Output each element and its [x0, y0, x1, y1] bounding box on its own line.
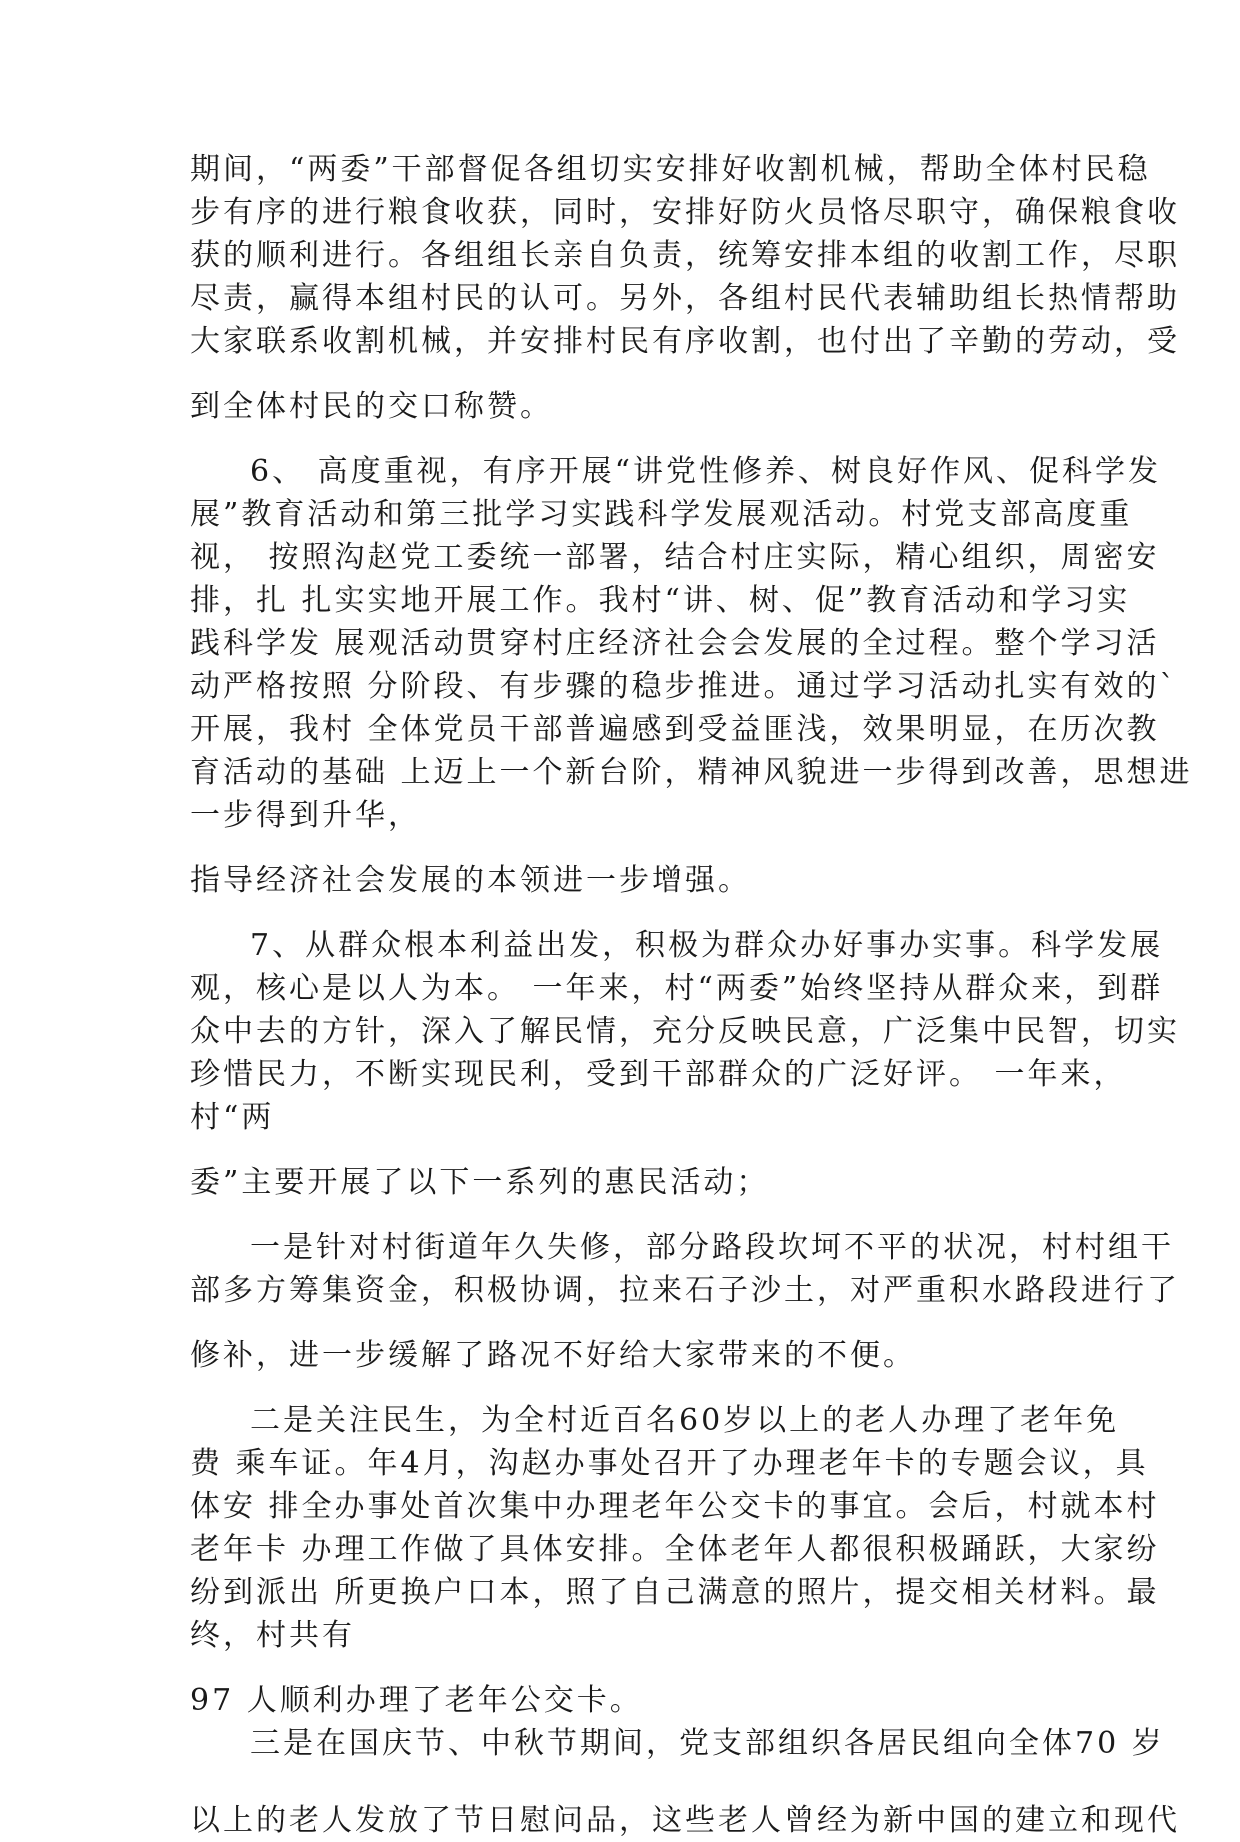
- text-line: 期间，“两委”干部督促各组切实安排好收割机械，帮助全体村民稳: [190, 152, 1151, 187]
- text-line: 二是关注民生，为全村近百名60岁以上的老人办理了老年免: [250, 1403, 1120, 1438]
- text-line: 三是在国庆节、中秋节期间，党支部组织各居民组向全体70 岁: [250, 1726, 1165, 1761]
- text-line: 展”教育活动和第三批学习实践科学发展观活动。村党支部高度重: [190, 497, 1133, 532]
- text-line: 以上的老人发放了节日慰问品，这些老人曾经为新中国的建立和现代: [190, 1803, 1180, 1838]
- text-line: 费 乘车证。年4月，沟赵办事处召开了办理老年卡的专题会议，具: [190, 1446, 1149, 1481]
- text-line: 排，扎 扎实实地开展工作。我村“讲、树、促”教育活动和学习实: [190, 583, 1131, 618]
- text-line: 尽责，赢得本组村民的认可。另外，各组村民代表辅助组长热情帮助: [190, 281, 1180, 316]
- text-line: 指导经济社会发展的本领进一步增强。: [190, 863, 751, 898]
- text-line: 7、从群众根本利益出发，积极为群众办好事办实事。科学发展: [250, 928, 1164, 963]
- text-line: 修补，进一步缓解了路况不好给大家带来的不便。: [190, 1338, 916, 1373]
- text-line: 一步得到升华，: [190, 798, 421, 833]
- text-line: 老年卡 办理工作做了具体安排。全体老年人都很积极踊跃，大家纷: [190, 1532, 1160, 1567]
- text-line: 体安 排全办事处首次集中办理老年公交卡的事宜。会后，村就本村: [190, 1489, 1160, 1524]
- text-line: 观，核心是以人为本。 一年来，村“两委”始终坚持从群众来，到群: [190, 971, 1164, 1006]
- text-line: 众中去的方针，深入了解民情，充分反映民意，广泛集中民智，切实: [190, 1014, 1180, 1049]
- text-line: 村“两: [190, 1100, 275, 1135]
- text-line: 珍惜民力，不断实现民利，受到干部群众的广泛好评。 一年来，: [190, 1057, 1127, 1092]
- text-line: 大家联系收割机械，并安排村民有序收割，也付出了辛勤的劳动，受: [190, 324, 1180, 359]
- text-line: 97 人顺利办理了老年公交卡。: [190, 1683, 643, 1718]
- text-line: 委”主要开展了以下一系列的惠民活动；: [190, 1165, 770, 1200]
- text-line: 育活动的基础 上迈上一个新台阶，精神风貌进一步得到改善，思想进: [190, 755, 1193, 790]
- text-line: 获的顺利进行。各组组长亲自负责，统筹安排本组的收割工作，尽职: [190, 238, 1180, 273]
- text-line: 部多方筹集资金，积极协调，拉来石子沙土，对严重积水路段进行了: [190, 1273, 1180, 1308]
- text-line: 视， 按照沟赵党工委统一部署，结合村庄实际，精心组织，周密安: [190, 540, 1160, 575]
- text-line: 6、 高度重视，有序开展“讲党性修养、树良好作风、促科学发: [250, 454, 1161, 489]
- document-body: [190, 148, 1193, 1842]
- text-line: 动严格按照 分阶段、有步骤的稳步推进。通过学习活动扎实有效的`: [190, 669, 1178, 704]
- text-line: 纷到派出 所更换户口本，照了自己满意的照片，提交相关材料。最: [190, 1575, 1160, 1610]
- text-line: 一是针对村街道年久失修，部分路段坎坷不平的状况，村村组干: [250, 1230, 1174, 1265]
- text-line: 开展，我村 全体党员干部普遍感到受益匪浅，效果明显，在历次教: [190, 712, 1160, 747]
- text-line: 践科学发 展观活动贯穿村庄经济社会会发展的全过程。整个学习活: [190, 626, 1160, 661]
- text-line: 到全体村民的交口称赞。: [190, 389, 553, 424]
- text-line: 终，村共有: [190, 1618, 355, 1653]
- text-line: 步有序的进行粮食收获，同时，安排好防火员恪尽职守，确保粮食收: [190, 195, 1180, 230]
